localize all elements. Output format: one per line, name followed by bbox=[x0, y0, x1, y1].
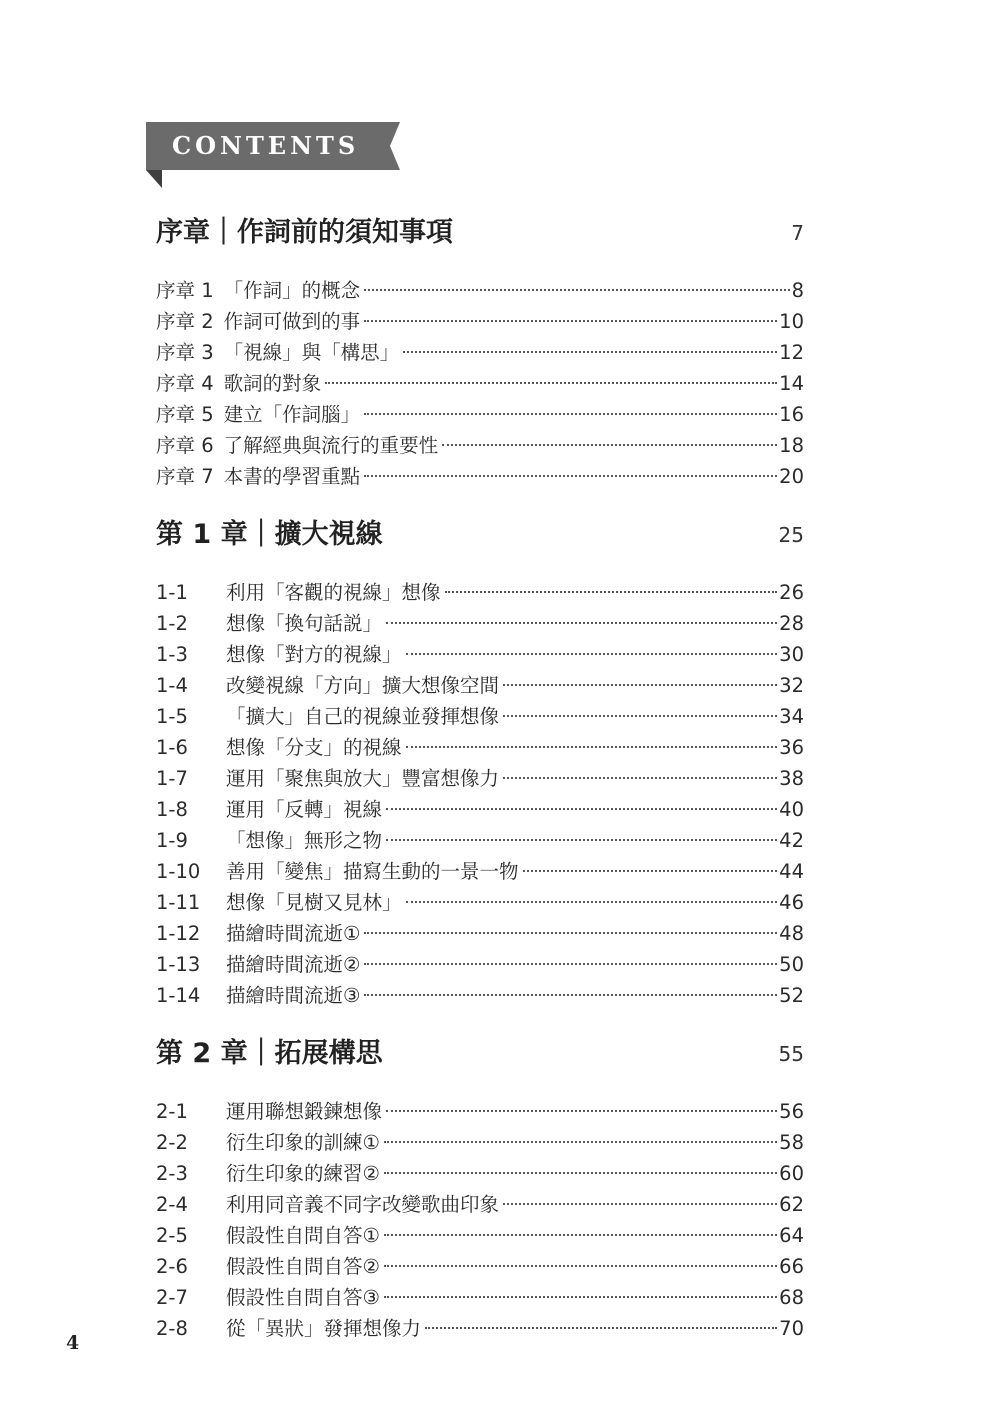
entry-title: 描繪時間流逝③ bbox=[226, 984, 361, 1007]
entry-list bbox=[156, 275, 804, 492]
chapter-page: 55 bbox=[778, 1042, 804, 1066]
entry-number: 1-5 bbox=[156, 705, 188, 728]
dot-leader bbox=[406, 746, 778, 748]
dot-leader bbox=[445, 591, 778, 593]
dot-leader bbox=[442, 444, 777, 446]
entry-list bbox=[156, 1096, 804, 1344]
entry-number: 2-6 bbox=[156, 1255, 188, 1278]
dot-leader bbox=[384, 1234, 777, 1236]
toc-entry[interactable] bbox=[156, 918, 804, 949]
dot-leader bbox=[386, 1110, 777, 1112]
entry-title: 想像「見樹又見林」 bbox=[226, 891, 402, 914]
dot-leader bbox=[503, 684, 777, 686]
page-number: 4 bbox=[66, 1332, 80, 1354]
entry-title: 善用「變焦」描寫生動的一景一物 bbox=[226, 860, 519, 883]
toc-entry[interactable] bbox=[156, 461, 804, 492]
entry-page: 20 bbox=[779, 465, 804, 488]
entry-number: 1-1 bbox=[156, 581, 188, 604]
toc-entry[interactable] bbox=[156, 1282, 804, 1313]
entry-title: 衍生印象的訓練① bbox=[226, 1131, 380, 1154]
entry-title: 「擴大」自己的視線並發揮想像 bbox=[226, 705, 500, 728]
dot-leader bbox=[364, 320, 777, 322]
entry-page: 52 bbox=[779, 984, 804, 1007]
entry-page: 40 bbox=[779, 798, 804, 821]
entry-list bbox=[156, 577, 804, 1011]
entry-title: 「作詞」的概念 bbox=[223, 279, 361, 302]
entry-page: 62 bbox=[779, 1193, 804, 1216]
entry-title: 假設性自問自答③ bbox=[226, 1286, 380, 1309]
entry-page: 10 bbox=[779, 310, 804, 333]
toc-entry[interactable] bbox=[156, 701, 804, 732]
dot-leader bbox=[364, 475, 777, 477]
dot-leader bbox=[386, 622, 777, 624]
entry-page: 70 bbox=[779, 1317, 804, 1340]
entry-page: 50 bbox=[779, 953, 804, 976]
dot-leader bbox=[364, 994, 777, 996]
toc-entry[interactable] bbox=[156, 856, 804, 887]
entry-title: 作詞可做到的事 bbox=[223, 310, 361, 333]
entry-page: 48 bbox=[779, 922, 804, 945]
entry-title: 利用同音義不同字改變歌曲印象 bbox=[226, 1193, 500, 1216]
entry-title: 改變視線「方向」擴大想像空間 bbox=[226, 674, 500, 697]
entry-title: 「視線」與「構思」 bbox=[223, 341, 400, 364]
contents-heading: CONTENTS bbox=[172, 131, 360, 160]
entry-page: 30 bbox=[779, 643, 804, 666]
entry-number: 1-6 bbox=[156, 736, 188, 759]
chapter-title: 第 1 章｜擴大視線 bbox=[156, 519, 383, 550]
toc-entry[interactable] bbox=[156, 639, 804, 670]
entry-page: 26 bbox=[779, 581, 804, 604]
entry-page: 34 bbox=[779, 705, 804, 728]
toc-entry[interactable] bbox=[156, 1127, 804, 1158]
entry-title: 運用「反轉」視線 bbox=[226, 798, 383, 821]
chapter-1 bbox=[156, 515, 804, 1011]
entry-page: 56 bbox=[779, 1100, 804, 1123]
toc-entry[interactable] bbox=[156, 337, 804, 368]
toc-entry[interactable] bbox=[156, 732, 804, 763]
entry-number: 1-7 bbox=[156, 767, 188, 790]
entry-number: 1-10 bbox=[156, 860, 201, 883]
entry-number: 序章 1 bbox=[156, 279, 214, 302]
entry-page: 58 bbox=[779, 1131, 804, 1154]
dot-leader bbox=[384, 1265, 777, 1267]
entry-number: 序章 5 bbox=[156, 403, 214, 426]
toc-entry[interactable] bbox=[156, 794, 804, 825]
entry-number: 2-3 bbox=[156, 1162, 188, 1185]
entry-number: 2-2 bbox=[156, 1131, 188, 1154]
dot-leader bbox=[403, 351, 777, 353]
entry-number: 序章 7 bbox=[156, 465, 214, 488]
entry-title: 歌詞的對象 bbox=[223, 372, 322, 395]
entry-page: 44 bbox=[779, 860, 804, 883]
chapter-page: 25 bbox=[778, 523, 804, 547]
chapter-heading[interactable] bbox=[156, 213, 804, 253]
entry-number: 1-14 bbox=[156, 984, 201, 1007]
dot-leader bbox=[523, 870, 778, 872]
dot-leader bbox=[503, 715, 777, 717]
entry-title: 想像「對方的視線」 bbox=[226, 643, 402, 666]
entry-number: 1-2 bbox=[156, 612, 188, 635]
entry-title: 衍生印象的練習② bbox=[226, 1162, 380, 1185]
dot-leader bbox=[503, 1203, 777, 1205]
toc-entry[interactable] bbox=[156, 1220, 804, 1251]
entry-page: 60 bbox=[779, 1162, 804, 1185]
entry-number: 1-13 bbox=[156, 953, 201, 976]
dot-leader bbox=[503, 777, 777, 779]
entry-page: 42 bbox=[779, 829, 804, 852]
toc-entry[interactable] bbox=[156, 825, 804, 856]
dot-leader bbox=[386, 808, 777, 810]
entry-page: 36 bbox=[779, 736, 804, 759]
toc-entry[interactable] bbox=[156, 1096, 804, 1127]
entry-number: 2-7 bbox=[156, 1286, 188, 1309]
entry-number: 2-8 bbox=[156, 1317, 188, 1340]
toc-entry[interactable] bbox=[156, 949, 804, 980]
entry-page: 32 bbox=[779, 674, 804, 697]
entry-number: 1-12 bbox=[156, 922, 201, 945]
entry-title: 運用「聚焦與放大」豐富想像力 bbox=[226, 767, 500, 790]
entry-page: 14 bbox=[779, 372, 804, 395]
toc-entry[interactable] bbox=[156, 1313, 804, 1344]
toc-entry[interactable] bbox=[156, 1189, 804, 1220]
toc-entry[interactable] bbox=[156, 275, 804, 306]
toc-entry[interactable] bbox=[156, 399, 804, 430]
dot-leader bbox=[425, 1327, 777, 1329]
dot-leader bbox=[364, 963, 777, 965]
entry-number: 1-8 bbox=[156, 798, 188, 821]
toc-entry[interactable] bbox=[156, 1251, 804, 1282]
dot-leader bbox=[384, 1172, 777, 1174]
entry-title: 想像「分支」的視線 bbox=[226, 736, 402, 759]
dot-leader bbox=[406, 901, 778, 903]
toc-entry[interactable] bbox=[156, 430, 804, 461]
dot-leader bbox=[364, 289, 789, 291]
entry-number: 1-9 bbox=[156, 829, 188, 852]
entry-number: 序章 6 bbox=[156, 434, 214, 457]
entry-number: 1-4 bbox=[156, 674, 188, 697]
entry-title: 本書的學習重點 bbox=[223, 465, 361, 488]
entry-title: 想像「換句話説」 bbox=[226, 612, 383, 635]
chapter-2 bbox=[156, 1034, 804, 1344]
entry-page: 46 bbox=[779, 891, 804, 914]
chapter-title: 第 2 章｜拓展構思 bbox=[156, 1038, 383, 1069]
toc-entry[interactable] bbox=[156, 368, 804, 399]
chapter-heading[interactable] bbox=[156, 515, 804, 555]
toc-entry[interactable] bbox=[156, 670, 804, 701]
entry-number: 2-1 bbox=[156, 1100, 188, 1123]
toc-entry[interactable] bbox=[156, 1158, 804, 1189]
entry-title: 了解經典與流行的重要性 bbox=[223, 434, 439, 457]
entry-title: 描繪時間流逝① bbox=[226, 922, 361, 945]
entry-title: 運用聯想鍛鍊想像 bbox=[226, 1100, 383, 1123]
toc-entry[interactable] bbox=[156, 980, 804, 1011]
entry-page: 28 bbox=[779, 612, 804, 635]
chapter-page: 7 bbox=[791, 221, 804, 245]
entry-page: 12 bbox=[779, 341, 804, 364]
dot-leader bbox=[384, 1141, 777, 1143]
toc-entry[interactable] bbox=[156, 763, 804, 794]
entry-page: 8 bbox=[791, 279, 804, 302]
entry-page: 18 bbox=[779, 434, 804, 457]
dot-leader bbox=[325, 382, 777, 384]
entry-number: 序章 3 bbox=[156, 341, 214, 364]
entry-page: 38 bbox=[779, 767, 804, 790]
dot-leader bbox=[364, 413, 777, 415]
chapter-prologue bbox=[156, 213, 804, 492]
entry-page: 64 bbox=[779, 1224, 804, 1247]
entry-title: 建立「作詞腦」 bbox=[223, 403, 361, 426]
entry-number: 1-11 bbox=[156, 891, 201, 914]
entry-number: 2-4 bbox=[156, 1193, 188, 1216]
entry-title: 描繪時間流逝② bbox=[226, 953, 361, 976]
toc-entry[interactable] bbox=[156, 608, 804, 639]
entry-title: 假設性自問自答② bbox=[226, 1255, 380, 1278]
dot-leader bbox=[384, 1296, 777, 1298]
entry-title: 假設性自問自答① bbox=[226, 1224, 380, 1247]
entry-number: 序章 2 bbox=[156, 310, 214, 333]
entry-page: 16 bbox=[779, 403, 804, 426]
entry-page: 66 bbox=[779, 1255, 804, 1278]
contents-banner bbox=[146, 122, 400, 190]
entry-number: 序章 4 bbox=[156, 372, 214, 395]
entry-title: 利用「客觀的視線」想像 bbox=[226, 581, 441, 604]
entry-title: 「想像」無形之物 bbox=[226, 829, 383, 852]
dot-leader bbox=[364, 932, 777, 934]
dot-leader bbox=[406, 653, 778, 655]
entry-number: 2-5 bbox=[156, 1224, 188, 1247]
entry-page: 68 bbox=[779, 1286, 804, 1309]
toc-entry[interactable] bbox=[156, 306, 804, 337]
dot-leader bbox=[386, 839, 777, 841]
chapter-heading[interactable] bbox=[156, 1034, 804, 1074]
entry-number: 1-3 bbox=[156, 643, 188, 666]
entry-title: 從「異狀」發揮想像力 bbox=[226, 1317, 422, 1340]
toc-entry[interactable] bbox=[156, 577, 804, 608]
toc-entry[interactable] bbox=[156, 887, 804, 918]
chapter-title: 序章｜作詞前的須知事項 bbox=[156, 217, 453, 248]
